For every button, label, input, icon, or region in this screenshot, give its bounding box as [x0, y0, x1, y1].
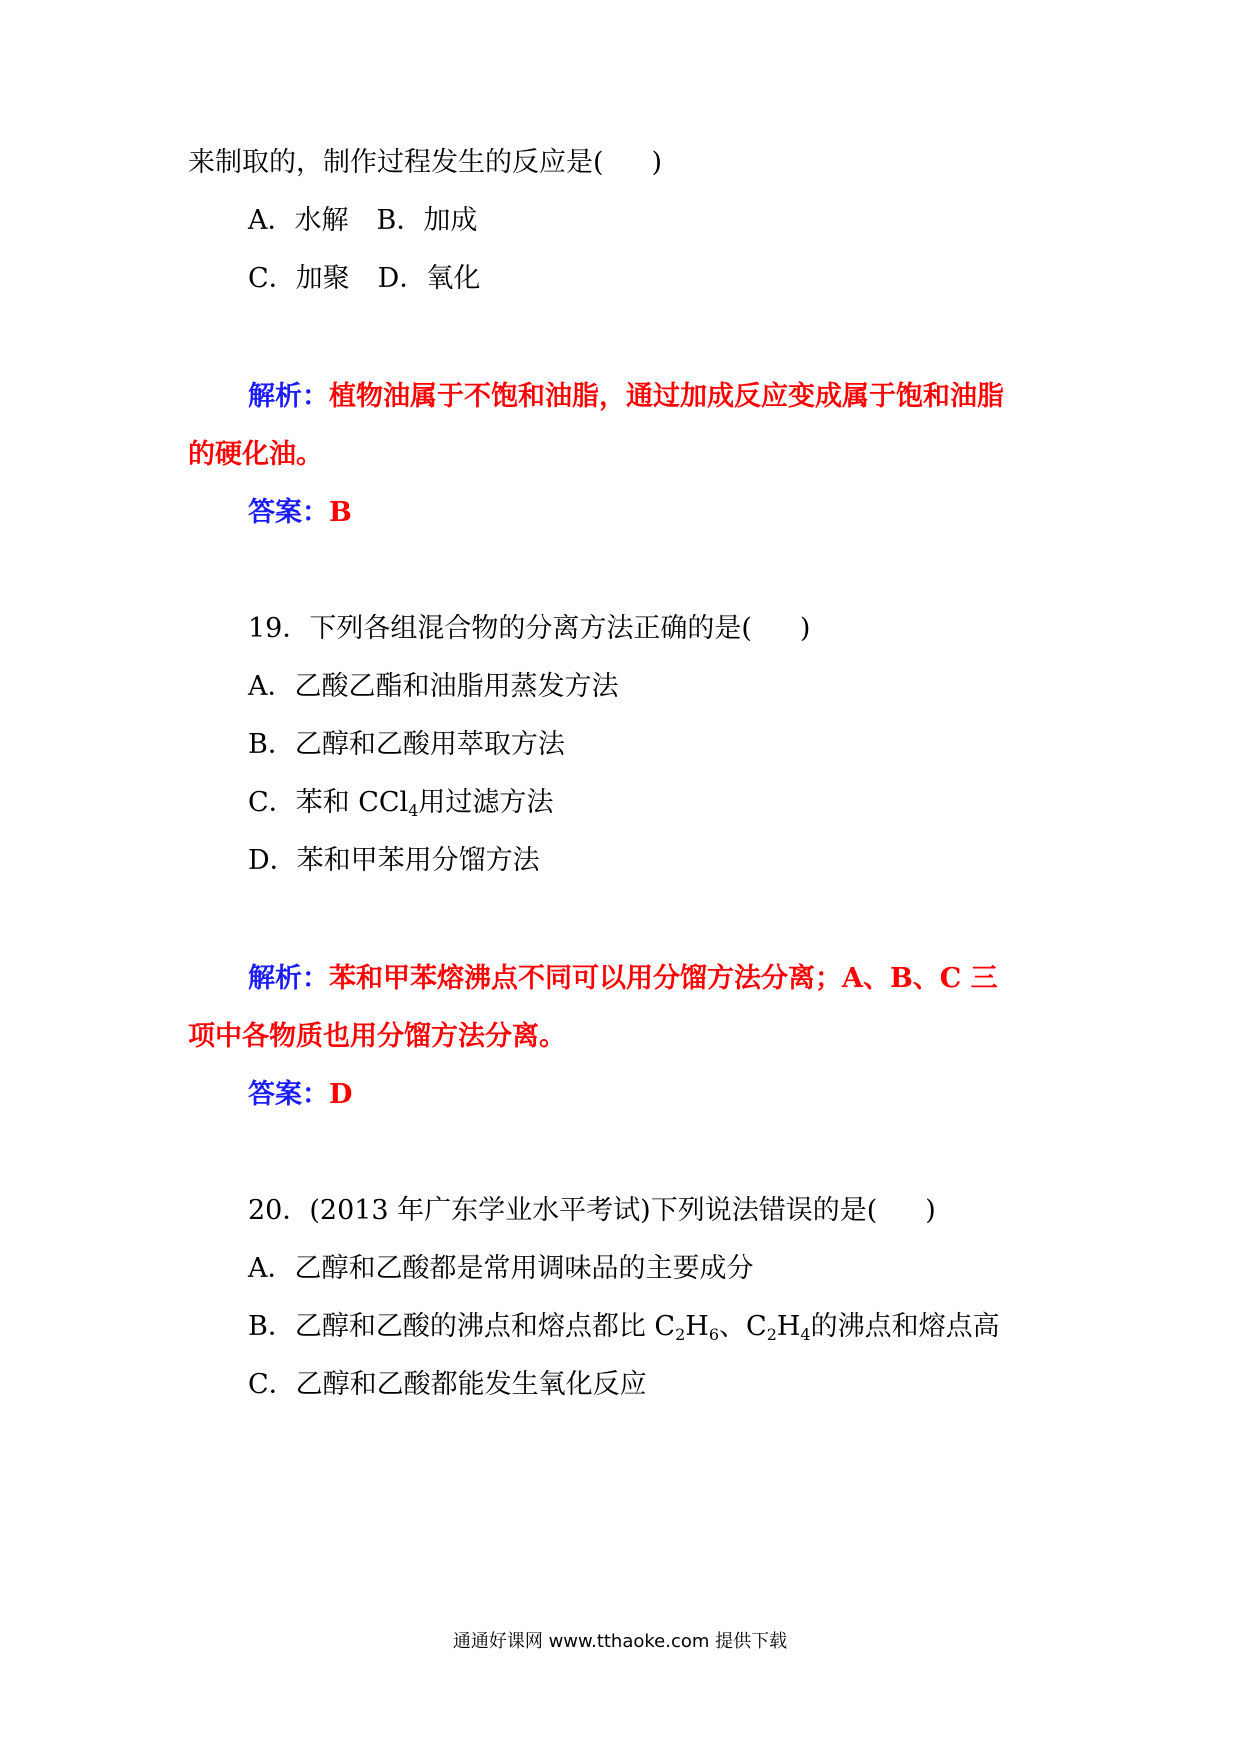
analysis-label: 解析： [248, 381, 329, 412]
q20-option-a: A．乙醇和乙酸都是常用调味品的主要成分 [248, 1253, 754, 1284]
q20-option-c: C．乙醇和乙酸都能发生氧化反应 [248, 1369, 647, 1400]
answer-label: 答案： [248, 497, 329, 528]
answer-value: B [329, 497, 352, 528]
q19-option-d: D．苯和甲苯用分馏方法 [248, 845, 540, 876]
analysis-label: 解析： [248, 963, 329, 994]
q18-option-a: A．水解 [248, 205, 349, 236]
answer-label: 答案： [248, 1079, 329, 1110]
q19-option-c: C．苯和 CCl$_4$用过滤方法 [248, 787, 554, 820]
q18-analysis: 解析：植物油属于不饱和油脂，通过加成反应变成属于饱和油脂 [248, 381, 1004, 412]
q19-analysis-cont: 项中各物质也用分馏方法分离。 [188, 1021, 566, 1052]
q20-option-b: B．乙醇和乙酸的沸点和熔点都比 $C_2H_6$、$C_2H_4$的沸点和熔点高 [248, 1311, 1000, 1344]
answer-value: D [329, 1079, 353, 1110]
q19-option-a: A．乙酸乙酯和油脂用蒸发方法 [248, 671, 619, 702]
q20-stem: 20．(2013 年广东学业水平考试)下列说法错误的是( ) [248, 1195, 936, 1226]
q19-analysis: 解析：苯和甲苯熔沸点不同可以用分馏方法分离；A、B、C 三 [248, 963, 998, 994]
q19-answer [248, 1078, 352, 1112]
q18-stem: 来制取的，制作过程发生的反应是( ) [188, 147, 663, 178]
q18-options-cd [248, 262, 480, 296]
q18-analysis-cont: 的硬化油。 [188, 439, 323, 470]
q18-option-c: C．加聚 [248, 263, 350, 294]
q18-answer [248, 496, 352, 530]
q18-option-d: D．氧化 [377, 263, 481, 294]
q19-option-b: B．乙醇和乙酸用萃取方法 [248, 729, 565, 760]
q19-stem: 19．下列各组混合物的分离方法正确的是( ) [248, 613, 811, 644]
page-footer: 通通好课网 www.tthaoke.com 提供下载 [452, 1631, 788, 1652]
q18-option-b: B．加成 [376, 205, 478, 236]
q18-options-ab [248, 204, 477, 238]
